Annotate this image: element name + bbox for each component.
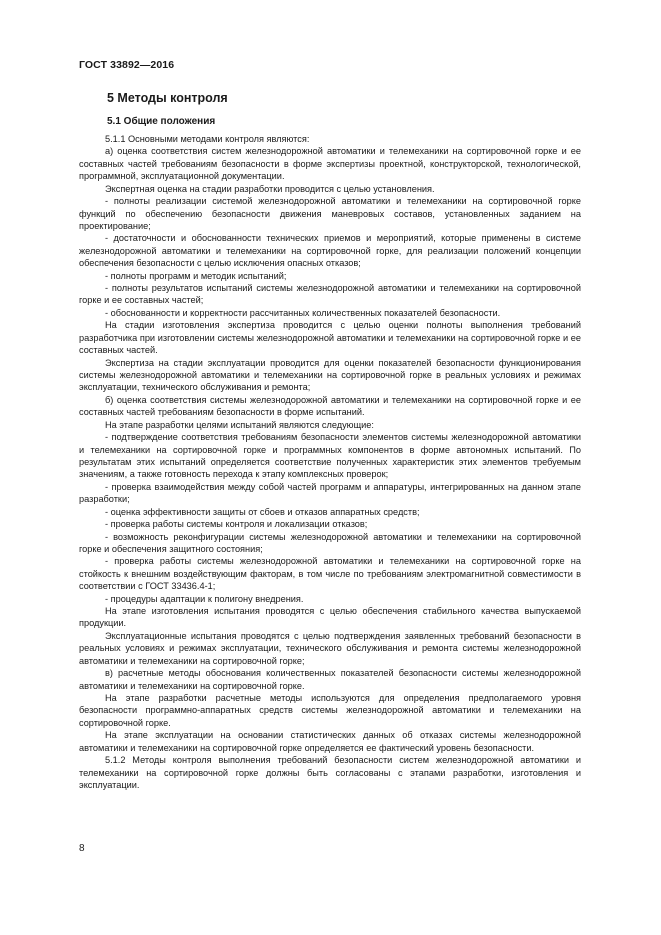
paragraph: - подтверждение соответствия требованиям безопасности элементов системы железнодорожной автоматики и телемеханики на сортировочной горке и программных компонентов в форме автономных испытаний. По результатам этих испытаний определяется соответствие полученных характеристик этих элементов требуемым значениям, а также готовность перехода к этапу комплексных проверок; [79, 432, 581, 480]
section-title: 5 Методы контроля [107, 91, 228, 105]
paragraph: Экспертиза на стадии эксплуатации проводится для оценки показателей безопасности функционирования системы железнодорожной автоматики и телемеханики на сортировочной горке в реальных условиях и режимах эксплуатации, технического обслуживания и ремонта; [79, 357, 581, 393]
paragraph: На этапе эксплуатации на основании статистических данных об отказах системы железнодорожной автоматики и телемеханики на сортировочной горке определяется ее фактический уровень безопасности. [79, 730, 581, 753]
paragraph: - обоснованности и корректности рассчитанных количественных показателей безопасности. [105, 307, 501, 318]
paragraph: - достаточности и обоснованности технических приемов и мероприятий, которые применены в системе железнодорожной автоматики и телемеханики на сортировочной горке, для реализации положений концепции обеспечения безопасности с целью исключения опасных отказов; [79, 233, 581, 269]
paragraph: На этапе разработки целями испытаний являются следующие: [105, 419, 374, 430]
paragraph: в) расчетные методы обоснования количественных показателей безопасности системы железнодорожной автоматики и телемеханики на сортировочной горке. [79, 668, 581, 691]
body-text [79, 133, 581, 791]
paragraph: б) оценка соответствия системы железнодорожной автоматики и телемеханики на сортировочной горке и ее составных частей требованиям безопасности в форме испытаний. [79, 394, 581, 418]
paragraph: На этапе разработки расчетные методы используются для определения предполагаемого уровня безопасности программно-аппаратных средств системы железнодорожной автоматики и телемеханики на сортировочной горке. [79, 692, 581, 728]
paragraph: - проверка работы системы контроля и локализации отказов; [105, 519, 368, 530]
paragraph: - полноты программ и методик испытаний; [105, 270, 287, 281]
paragraph: - полноты результатов испытаний системы железнодорожной автоматики и телемеханики на сортировочной горке и ее составных частей; [79, 283, 581, 306]
paragraph: - полноты реализации системой железнодорожной автоматики и телемеханики на сортировочной горке функций по обеспечению безопасности движения маневровых составов, установленных заданием на проектирование; [79, 196, 581, 231]
paragraph: 5.1.1 Основными методами контроля являются: [105, 134, 310, 144]
paragraph: - процедуры адаптации к полигону внедрения. [105, 593, 304, 604]
paragraph: Эксплуатационные испытания проводятся с целью подтверждения заявленных требований безопасности в реальных условиях и режимах эксплуатации, технического обслуживания и ремонта системы железнодорожной автоматики и телемеханики на сортировочной горке; [79, 630, 581, 666]
paragraph: На этапе изготовления испытания проводятся с целью обеспечения стабильного качества выпускаемой продукции. [79, 606, 581, 629]
paragraph: - возможность реконфигурации системы железнодорожной автоматики и телемеханики на сортировочной горке и обеспечения защитного состояния; [79, 531, 581, 554]
paragraph: - проверка взаимодействия между собой частей программ и аппаратуры, интегрированных на данном этапе разработки; [79, 481, 581, 505]
document-header: ГОСТ 33892—2016 [79, 59, 175, 71]
paragraph: На стадии изготовления экспертиза проводится с целью оценки полноты выполнения требований разработчика при изготовлении системы железнодорожной автоматики и телемеханики на сортировочной горке и ее составных частей. [79, 320, 581, 356]
paragraph: Экспертная оценка на стадии разработки проводится с целью установления. [105, 183, 435, 194]
paragraph: а) оценка соответствия систем железнодорожной автоматики и телемеханики на сортировочной горке и ее составных частей требованиям безопасности в форме экспертизы проектной, конструкторской, технологической, программной, эксплуатационной документации. [79, 146, 581, 182]
paragraph: 5.1.2 Методы контроля выполнения требований безопасности систем железнодорожной автоматики и телемеханики на сортировочной горке должны быть согласованы с этапами разработки, изготовления и эксплуатации. [79, 755, 581, 790]
paragraph: - проверка работы системы железнодорожной автоматики и телемеханики на сортировочной горке на стойкость к внешним воздействующим факторам, в том числе по требованиям электромагнитной совместимости в соответствии с ГОСТ 33436.4-1; [79, 556, 581, 592]
subsection-title: 5.1 Общие положения [107, 116, 216, 127]
paragraph: - оценка эффективности защиты от сбоев и отказов аппаратных средств; [105, 506, 420, 517]
page-number: 8 [79, 843, 85, 854]
